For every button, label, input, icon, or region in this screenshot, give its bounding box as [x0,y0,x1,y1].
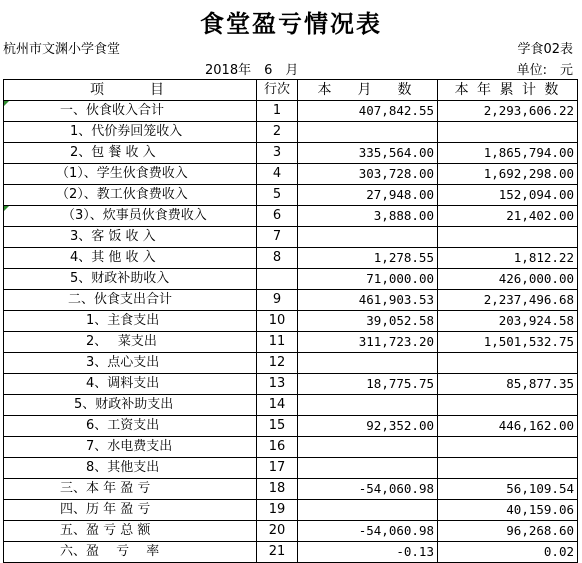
row-year-value: 1,812.22 [438,248,578,269]
table-row [4,164,578,185]
row-line-no: 21 [257,542,298,563]
header-item: 项 目 [4,80,257,101]
table-row [4,311,578,332]
row-item: 8、其他支出 [4,458,257,479]
row-line-no: 17 [257,458,298,479]
row-item: 7、水电费支出 [4,437,257,458]
row-year-value [438,353,578,374]
row-item: 四、历 年 盈 亏 [4,500,257,521]
row-item: 5、财政补助收入 [4,269,257,290]
table-row [4,521,578,542]
row-item: 一、伙食收入合计 [4,101,257,122]
row-line-no: 7 [257,227,298,248]
report-title: 食堂盈亏情况表 [200,10,382,38]
table-row [4,479,578,500]
row-item: 4、调料支出 [4,374,257,395]
table-row [4,416,578,437]
row-month-value: 303,728.00 [298,164,438,185]
row-line-no: 3 [257,143,298,164]
row-item: 六、盈 亏 率 [4,542,257,563]
row-year-value [438,458,578,479]
row-month-value: 461,903.53 [298,290,438,311]
row-month-value: 18,775.75 [298,374,438,395]
comment-marker-icon [4,101,9,106]
row-line-no: 19 [257,500,298,521]
row-line-no: 8 [257,248,298,269]
row-line-no: 5 [257,185,298,206]
table-row [4,395,578,416]
row-month-value: 39,052.58 [298,311,438,332]
row-month-value [298,227,438,248]
row-item: 2、 菜支出 [4,332,257,353]
row-line-no: 1 [257,101,298,122]
row-year-value: 56,109.54 [438,479,578,500]
row-month-value [298,122,438,143]
table-row [4,248,578,269]
row-item: 6、工资支出 [4,416,257,437]
row-month-value: 1,278.55 [298,248,438,269]
report-date: 2018年 6 月 [205,63,299,78]
row-year-value: 40,159.06 [438,500,578,521]
table-row [4,101,578,122]
table-row [4,353,578,374]
row-month-value [298,353,438,374]
comment-marker-icon [4,206,9,211]
row-month-value: -54,060.98 [298,521,438,542]
table-row [4,500,578,521]
row-item: 二、伙食支出合计 [4,290,257,311]
row-year-value [438,437,578,458]
row-item: （2）、教工伙食费收入 [4,185,257,206]
table-row [4,290,578,311]
row-month-value: 335,564.00 [298,143,438,164]
row-line-no: 20 [257,521,298,542]
row-month-value [298,500,438,521]
row-line-no: 10 [257,311,298,332]
row-item: 2、包 餐 收 入 [4,143,257,164]
row-month-value [298,395,438,416]
row-year-value: 0.02 [438,542,578,563]
header-line-no: 行次 [257,80,298,101]
table-row [4,542,578,563]
table-row [4,269,578,290]
row-item: 4、其 他 收 入 [4,248,257,269]
table-row [4,437,578,458]
row-month-value: 3,888.00 [298,206,438,227]
table-row [4,332,578,353]
form-code: 学食02表 [517,42,573,57]
row-month-value [298,437,438,458]
table-row [4,122,578,143]
row-month-value: 27,948.00 [298,185,438,206]
row-year-value: 2,293,606.22 [438,101,578,122]
row-item: （1）、学生伙食费收入 [4,164,257,185]
profit-loss-table [3,79,578,563]
organization-name: 杭州市文渊小学食堂 [3,42,121,57]
row-month-value: -0.13 [298,542,438,563]
unit-label: 单位: 元 [516,63,573,78]
row-line-no: 13 [257,374,298,395]
row-line-no: 11 [257,332,298,353]
row-month-value: 311,723.20 [298,332,438,353]
row-year-value: 152,094.00 [438,185,578,206]
row-month-value: 92,352.00 [298,416,438,437]
row-line-no: 16 [257,437,298,458]
row-year-value: 1,692,298.00 [438,164,578,185]
row-year-value: 85,877.35 [438,374,578,395]
row-line-no: 15 [257,416,298,437]
header-month: 本 月 数 [298,80,438,101]
table-row [4,206,578,227]
row-item: 五、盈 亏 总 额 [4,521,257,542]
table-row [4,185,578,206]
row-item: 5、财政补助支出 [4,395,257,416]
row-line-no: 12 [257,353,298,374]
row-item: 1、代价券回笼收入 [4,122,257,143]
table-row [4,458,578,479]
row-year-value: 1,865,794.00 [438,143,578,164]
row-line-no: 14 [257,395,298,416]
header-year-total: 本 年 累 计 数 [438,80,578,101]
table-row [4,143,578,164]
table-header-row [4,80,578,101]
row-year-value: 203,924.58 [438,311,578,332]
row-item: （3）、炊事员伙食费收入 [4,206,257,227]
table-row [4,374,578,395]
row-item: 1、主食支出 [4,311,257,332]
row-line-no: 6 [257,206,298,227]
row-year-value: 426,000.00 [438,269,578,290]
row-year-value: 96,268.60 [438,521,578,542]
row-item: 3、客 饭 收 入 [4,227,257,248]
row-month-value [298,458,438,479]
row-item: 3、点心支出 [4,353,257,374]
table-row [4,227,578,248]
row-line-no: 4 [257,164,298,185]
row-line-no: 2 [257,122,298,143]
row-line-no [257,269,298,290]
row-year-value: 21,402.00 [438,206,578,227]
row-year-value [438,122,578,143]
row-year-value: 1,501,532.75 [438,332,578,353]
row-month-value: 407,842.55 [298,101,438,122]
row-line-no: 9 [257,290,298,311]
row-item: 三、本 年 盈 亏 [4,479,257,500]
row-month-value: -54,060.98 [298,479,438,500]
row-year-value: 2,237,496.68 [438,290,578,311]
row-line-no: 18 [257,479,298,500]
row-year-value [438,227,578,248]
row-year-value: 446,162.00 [438,416,578,437]
row-month-value: 71,000.00 [298,269,438,290]
row-year-value [438,395,578,416]
